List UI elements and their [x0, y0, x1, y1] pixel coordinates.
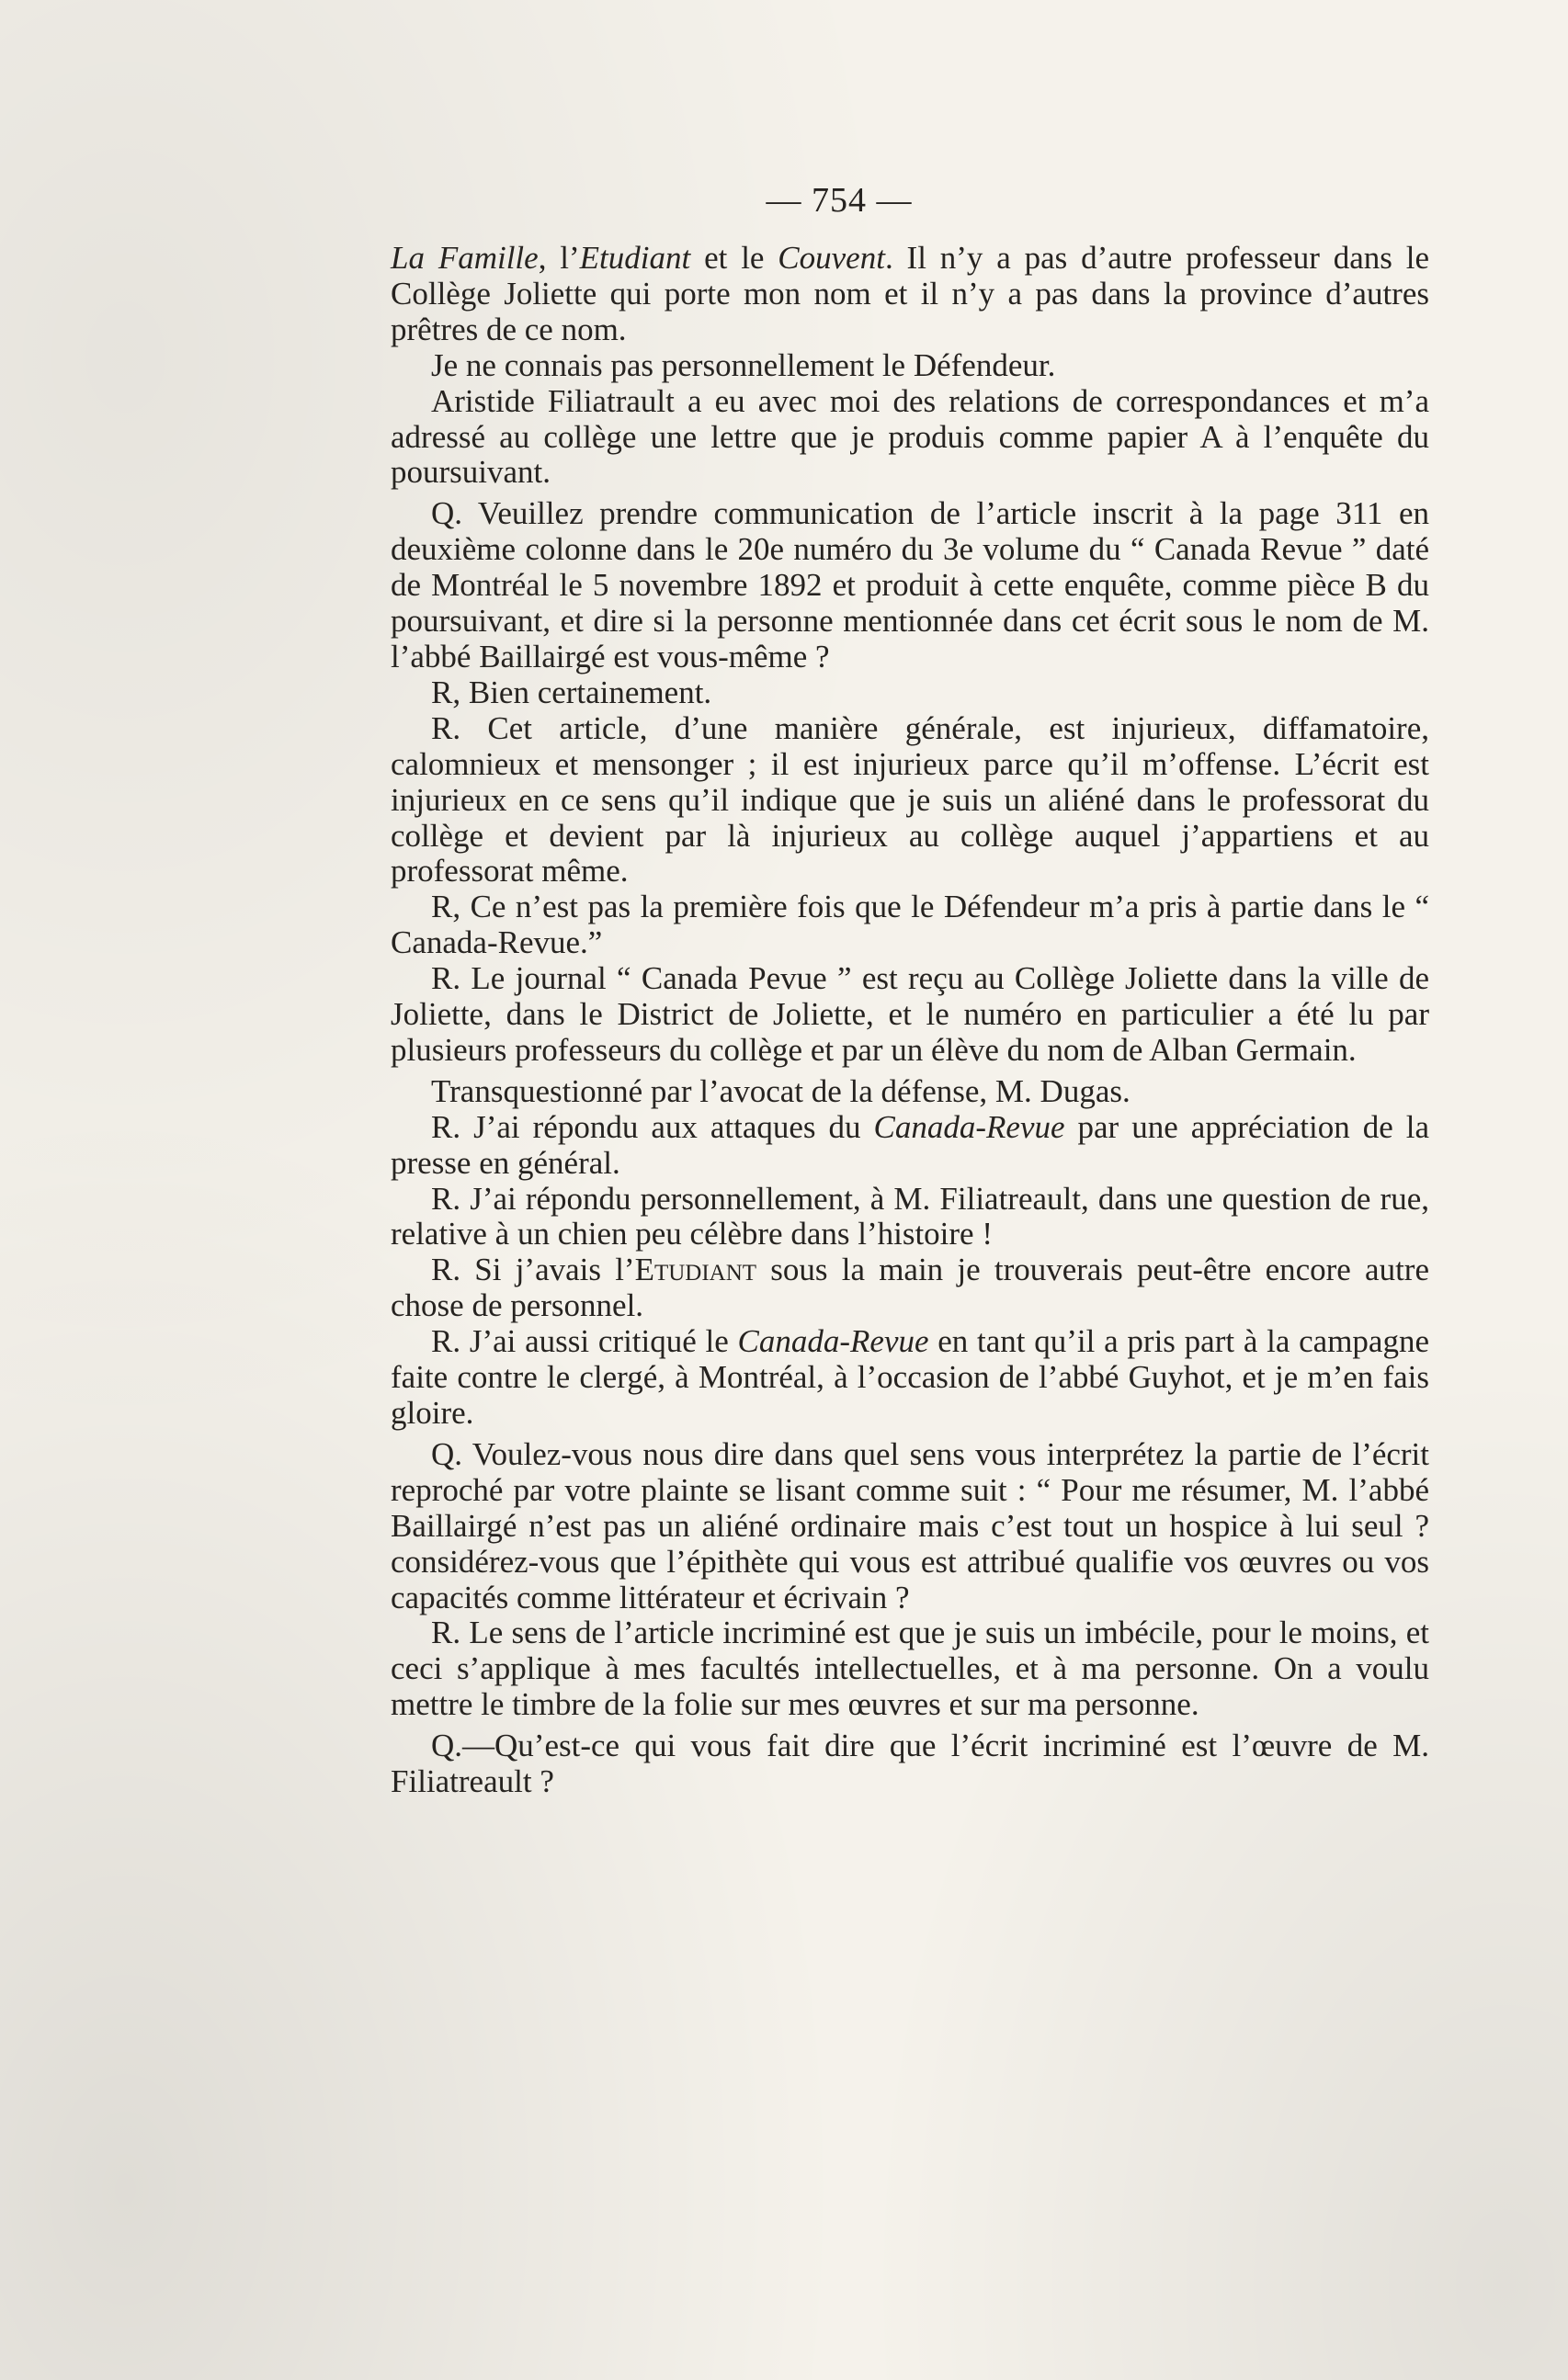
italic-title: La Famille	[391, 240, 539, 276]
text-run: , l’	[538, 240, 580, 276]
text-run: Q. Veuillez prendre communication de l’article inscrit à la page 311 en deuxième colonne dans le 20e numéro du 3e volume du “ Canada Revue ” daté de Montréal le 5 novembre 1892 et produit à cette enquête, comme pièce B du poursuivant, et dire si la personne mentionnée dans cet écrit sous le nom de M. l’abbé Baillairgé est vous-même ?	[391, 495, 1429, 674]
text-run: Aristide Filiatrault a eu avec moi des relations de correspondances et m’a adressé au collège une lettre que je produis comme papier A à l’enquête du poursuivant.	[391, 382, 1429, 491]
text-run: R. Si j’avais l’	[431, 1252, 635, 1288]
italic-title: Etudiant	[579, 240, 691, 276]
text-run: R. J’ai répondu aux attaques du	[431, 1108, 874, 1145]
paragraph-p3	[391, 384, 1429, 492]
paragraph-p13	[391, 1324, 1429, 1432]
text-run: R. J’ai répondu personnellement, à M. Filiatreault, dans une question de rue, relative à un chien peu célèbre dans l’histoire !	[391, 1180, 1429, 1252]
paragraph-p4	[391, 496, 1429, 675]
text-run: R, Ce n’est pas la première fois que le Défendeur m’a pris à partie dans le “ Canada-Revue.”	[391, 889, 1429, 961]
paragraph-p6	[391, 711, 1429, 890]
page-number: — 754 —	[766, 181, 913, 220]
text-run: R, Bien certainement.	[431, 674, 712, 710]
text-run: R. Le sens de l’article incriminé est que je suis un imbécile, pour le moins, et ceci s’applique à mes facultés intellectuelles, et à ma personne. On a voulu mettre le timbre de la folie sur mes œuvres et sur ma personne.	[391, 1615, 1429, 1723]
paragraph-p9	[391, 1074, 1429, 1110]
text-run: en tant qu’il a pris part à la campagne faite contre le clergé, à Montréal, à l’occasion de l’abbé Guyhot, et je m’en fais gloire.	[391, 1323, 1429, 1431]
text-run: R. Cet article, d’une manière générale, est injurieux, diffamatoire, calomnieux et mensonger ; il est injurieux parce qu’il m’offense. L’écrit est injurieux en ce sens qu’il indique que je suis un aliéné dans le professorat du collège et devient par là injurieux au collège auquel j’appartiens et au professorat même.	[391, 709, 1429, 890]
paragraph-p14	[391, 1437, 1429, 1616]
text-run: et le	[690, 240, 778, 276]
text-run: R. J’ai aussi critiqué le	[431, 1323, 738, 1360]
text-run: . Il n’y a pas d’autre professeur dans le Collège Joliette qui porte mon nom et il n’y a pas dans la province d’autres prêtres de ce nom.	[391, 240, 1429, 347]
text-run: par une appréciation de la presse en général.	[391, 1108, 1429, 1181]
text-run: sous la main je trouverais peut-être encore autre chose de personnel.	[391, 1252, 1429, 1324]
italic-title: Canada-Revue	[873, 1108, 1065, 1145]
document-body	[391, 241, 1429, 1800]
paragraph-p8	[391, 961, 1429, 1069]
text-run: Q.—Qu’est-ce qui vous fait dire que l’écrit incriminé est l’œuvre de M. Filiatreault ?	[391, 1728, 1429, 1800]
text-run: Je ne connais pas personnellement le Défendeur.	[431, 346, 1056, 383]
text-run: Q. Voulez-vous nous dire dans quel sens vous interprétez la partie de l’écrit reproché par votre plainte se lisant comme suit : “ Pour me résumer, M. l’abbé Baillairgé n’est pas un aliéné ordinaire mais c’est tout un hospice à lui seul ? considérez-vous que l’épithète qui vous est attribué qualifie vos œuvres ou vos capacités comme littérateur et écrivain ?	[391, 1435, 1429, 1615]
paragraph-p2	[391, 348, 1429, 384]
paragraph-p12	[391, 1252, 1429, 1324]
small-caps-title: Etudiant	[634, 1252, 757, 1288]
paragraph-p10	[391, 1110, 1429, 1182]
paragraph-p5	[391, 675, 1429, 711]
paragraph-p15	[391, 1615, 1429, 1723]
text-run: Transquestionné par l’avocat de la défense, M. Dugas.	[431, 1072, 1131, 1109]
italic-title: Canada-Revue	[737, 1323, 929, 1360]
paragraph-p16	[391, 1728, 1429, 1800]
italic-title: Couvent	[778, 240, 885, 276]
paragraph-p7	[391, 890, 1429, 961]
paragraph-p11	[391, 1182, 1429, 1253]
text-run: R. Le journal “ Canada Pevue ” est reçu au Collège Joliette dans la ville de Joliette, dans le District de Joliette, et le numéro en particulier a été lu par plusieurs professeurs du collège et par un élève du nom de Alban Germain.	[391, 960, 1429, 1068]
paragraph-p1	[391, 241, 1429, 348]
